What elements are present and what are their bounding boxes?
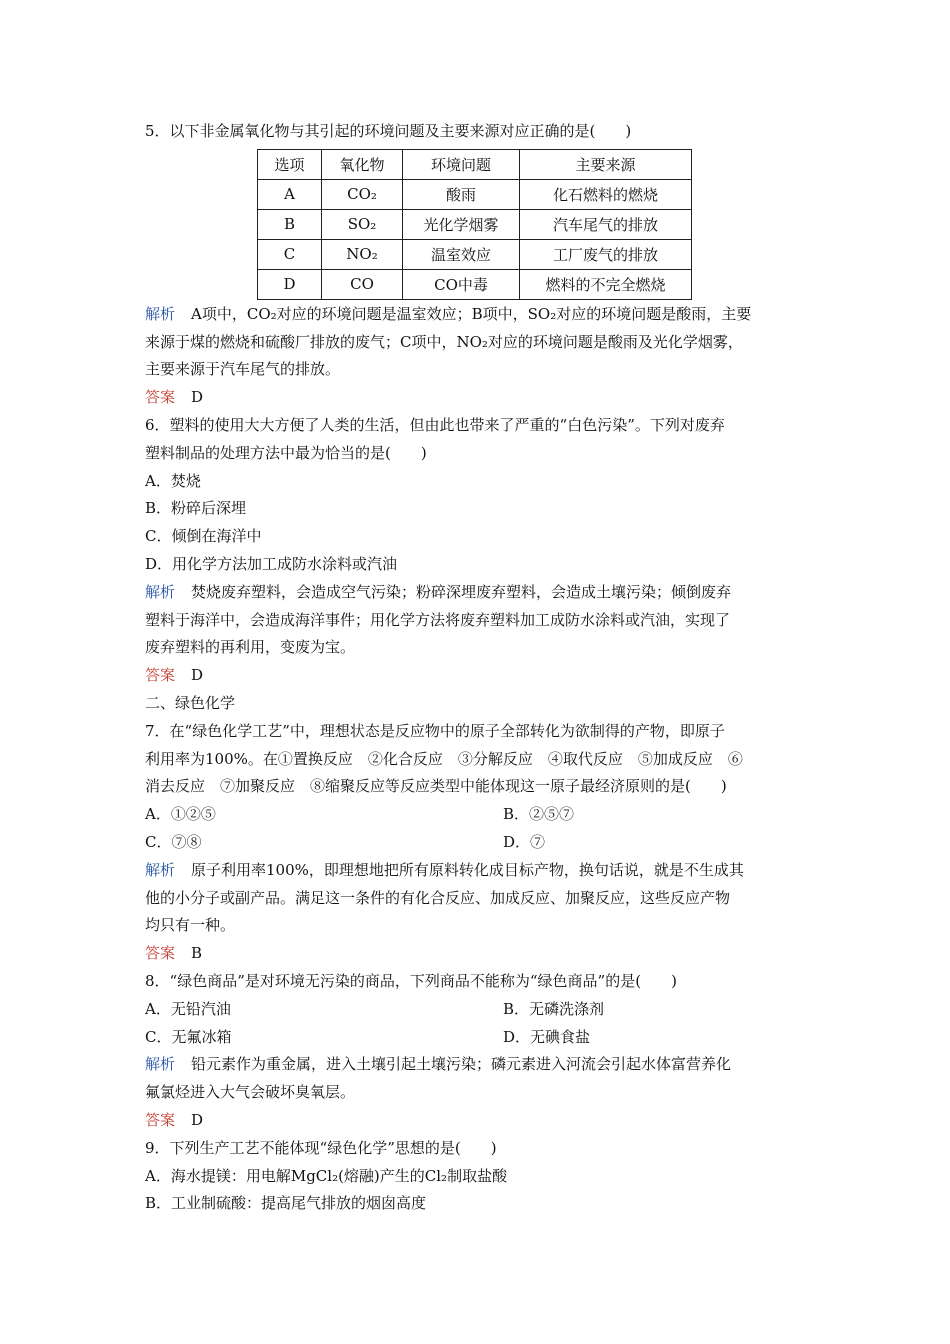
q7-option: B．②⑤⑦ <box>503 805 575 824</box>
q7-analysis-line <box>145 857 810 885</box>
table-cell: CO₂ <box>322 179 403 209</box>
q7-stem: 消去反应 ⑦加聚反应 ⑧缩聚反应等反应类型中能体现这一原子最经济原则的是( ) <box>145 777 727 796</box>
q7-stem: 7．在“绿色化学工艺”中，理想状态是反应物中的原子全部转化为欲制得的产物，即原子 <box>145 721 725 740</box>
analysis-text: 铅元素作为重金属，进入土壤引起土壤污染；磷元素进入河流会引起水体富营养化 <box>191 1055 732 1074</box>
q8-option: A．无铅汽油 <box>145 999 231 1018</box>
q9-option: A．海水提镁：用电解MgCl₂(熔融)产生的Cl₂制取盐酸 <box>145 1166 508 1185</box>
q9-stem: 9．下列生产工艺不能体现“绿色化学”思想的是( ) <box>145 1138 497 1157</box>
q5-analysis-line <box>145 301 810 329</box>
q7-options-row <box>145 801 810 829</box>
answer-value: B <box>191 944 203 963</box>
q5-stem: 5．以下非金属氧化物与其引起的环境问题及主要来源对应正确的是( ) <box>145 122 632 140</box>
q6-option: A．焚烧 <box>145 471 201 490</box>
q7-analysis-line: 他的小分子或副产品。满足这一条件的有化合反应、加成反应、加聚反应，这些反应产物 <box>145 888 731 907</box>
q8-options-row <box>145 996 810 1024</box>
table-header-cell: 环境问题 <box>403 149 520 179</box>
q6-analysis-line <box>145 579 810 607</box>
q6-analysis-line: 废弃塑料的再利用，变废为宝。 <box>145 638 356 657</box>
q7-analysis-line: 均只有一种。 <box>145 916 236 935</box>
table-cell: CO <box>322 269 403 299</box>
q8-analysis-line <box>145 1051 810 1079</box>
table-cell: 化石燃料的燃烧 <box>520 179 692 209</box>
answer-value: D <box>191 666 204 685</box>
table-cell: B <box>258 209 322 239</box>
analysis-text: 原子利用率100%，即理想地把所有原料转化成目标产物，换句话说，就是不生成其 <box>191 860 744 879</box>
q7-answer-line <box>145 940 810 968</box>
analysis-label: 解析 <box>145 304 176 323</box>
q8-stem: 8．“绿色商品”是对环境无污染的商品，下列商品不能称为“绿色商品”的是( ) <box>145 971 677 990</box>
table-cell: 酸雨 <box>403 179 520 209</box>
q7-option: D．⑦ <box>503 832 546 851</box>
table-row <box>258 239 692 269</box>
section-heading: 二、绿色化学 <box>145 693 236 712</box>
table-cell: 温室效应 <box>403 239 520 269</box>
q8-option: D．无碘食盐 <box>503 1027 591 1046</box>
table-cell: D <box>258 269 322 299</box>
table-row <box>258 269 692 299</box>
table-cell: CO中毒 <box>403 269 520 299</box>
analysis-label: 解析 <box>145 1055 176 1074</box>
table-header-cell: 选项 <box>258 149 322 179</box>
table-row <box>258 209 692 239</box>
table-cell: 汽车尾气的排放 <box>520 209 692 239</box>
table-cell: SO₂ <box>322 209 403 239</box>
q5-answer-line <box>145 384 810 412</box>
answer-label: 答案 <box>145 666 176 685</box>
q8-option: B．无磷洗涤剂 <box>503 999 605 1018</box>
q8-option: C．无氟冰箱 <box>145 1027 232 1046</box>
answer-label: 答案 <box>145 944 176 963</box>
table-header-row <box>258 149 692 179</box>
q6-stem: 塑料制品的处理方法中最为恰当的是( ) <box>145 443 427 462</box>
analysis-text: A项中，CO₂对应的环境问题是温室效应；B项中，SO₂对应的环境问题是酸雨，主要 <box>191 304 752 323</box>
table-cell: 工厂废气的排放 <box>520 239 692 269</box>
q6-stem: 6．塑料的使用大大方便了人类的生活，但由此也带来了严重的“白色污染”。下列对废弃 <box>145 415 725 434</box>
analysis-label: 解析 <box>145 860 176 879</box>
analysis-text: 焚烧废弃塑料，会造成空气污染；粉碎深埋废弃塑料，会造成土壤污染；倾倒废弃 <box>191 582 732 601</box>
answer-value: D <box>191 1110 204 1129</box>
table-row <box>258 179 692 209</box>
q6-option: B．粉碎后深埋 <box>145 499 247 518</box>
answer-label: 答案 <box>145 1110 176 1129</box>
q6-answer-line <box>145 662 810 690</box>
q7-option: A．①②⑤ <box>145 805 216 824</box>
q5-table <box>257 149 692 300</box>
q8-analysis-line: 氟氯烃进入大气会破坏臭氧层。 <box>145 1083 356 1102</box>
q8-answer-line <box>145 1107 810 1135</box>
table-cell: C <box>258 239 322 269</box>
analysis-label: 解析 <box>145 582 176 601</box>
q6-option: C．倾倒在海洋中 <box>145 527 262 546</box>
q7-options-row <box>145 829 810 857</box>
table-cell: NO₂ <box>322 239 403 269</box>
content-area <box>145 118 810 1218</box>
table-header-cell: 主要来源 <box>520 149 692 179</box>
q7-option: C．⑦⑧ <box>145 832 202 851</box>
table-cell: 光化学烟雾 <box>403 209 520 239</box>
table-header-cell: 氧化物 <box>322 149 403 179</box>
q5-analysis-line: 主要来源于汽车尾气的排放。 <box>145 360 341 379</box>
answer-value: D <box>191 388 204 407</box>
q8-options-row <box>145 1024 810 1052</box>
q7-stem: 利用率为100%。在①置换反应 ②化合反应 ③分解反应 ④取代反应 ⑤加成反应 ⑥ <box>145 749 743 768</box>
q6-analysis-line: 塑料于海洋中，会造成海洋事件；用化学方法将废弃塑料加工成防水涂料或汽油，实现了 <box>145 610 731 629</box>
table-cell: 燃料的不完全燃烧 <box>520 269 692 299</box>
answer-label: 答案 <box>145 388 176 407</box>
table-cell: A <box>258 179 322 209</box>
q5-analysis-line: 来源于煤的燃烧和硫酸厂排放的废气；C项中，NO₂对应的环境问题是酸雨及光化学烟雾， <box>145 332 743 351</box>
q9-option: B．工业制硫酸：提高尾气排放的烟囱高度 <box>145 1194 427 1213</box>
q6-option: D．用化学方法加工成防水涂料或汽油 <box>145 554 398 573</box>
